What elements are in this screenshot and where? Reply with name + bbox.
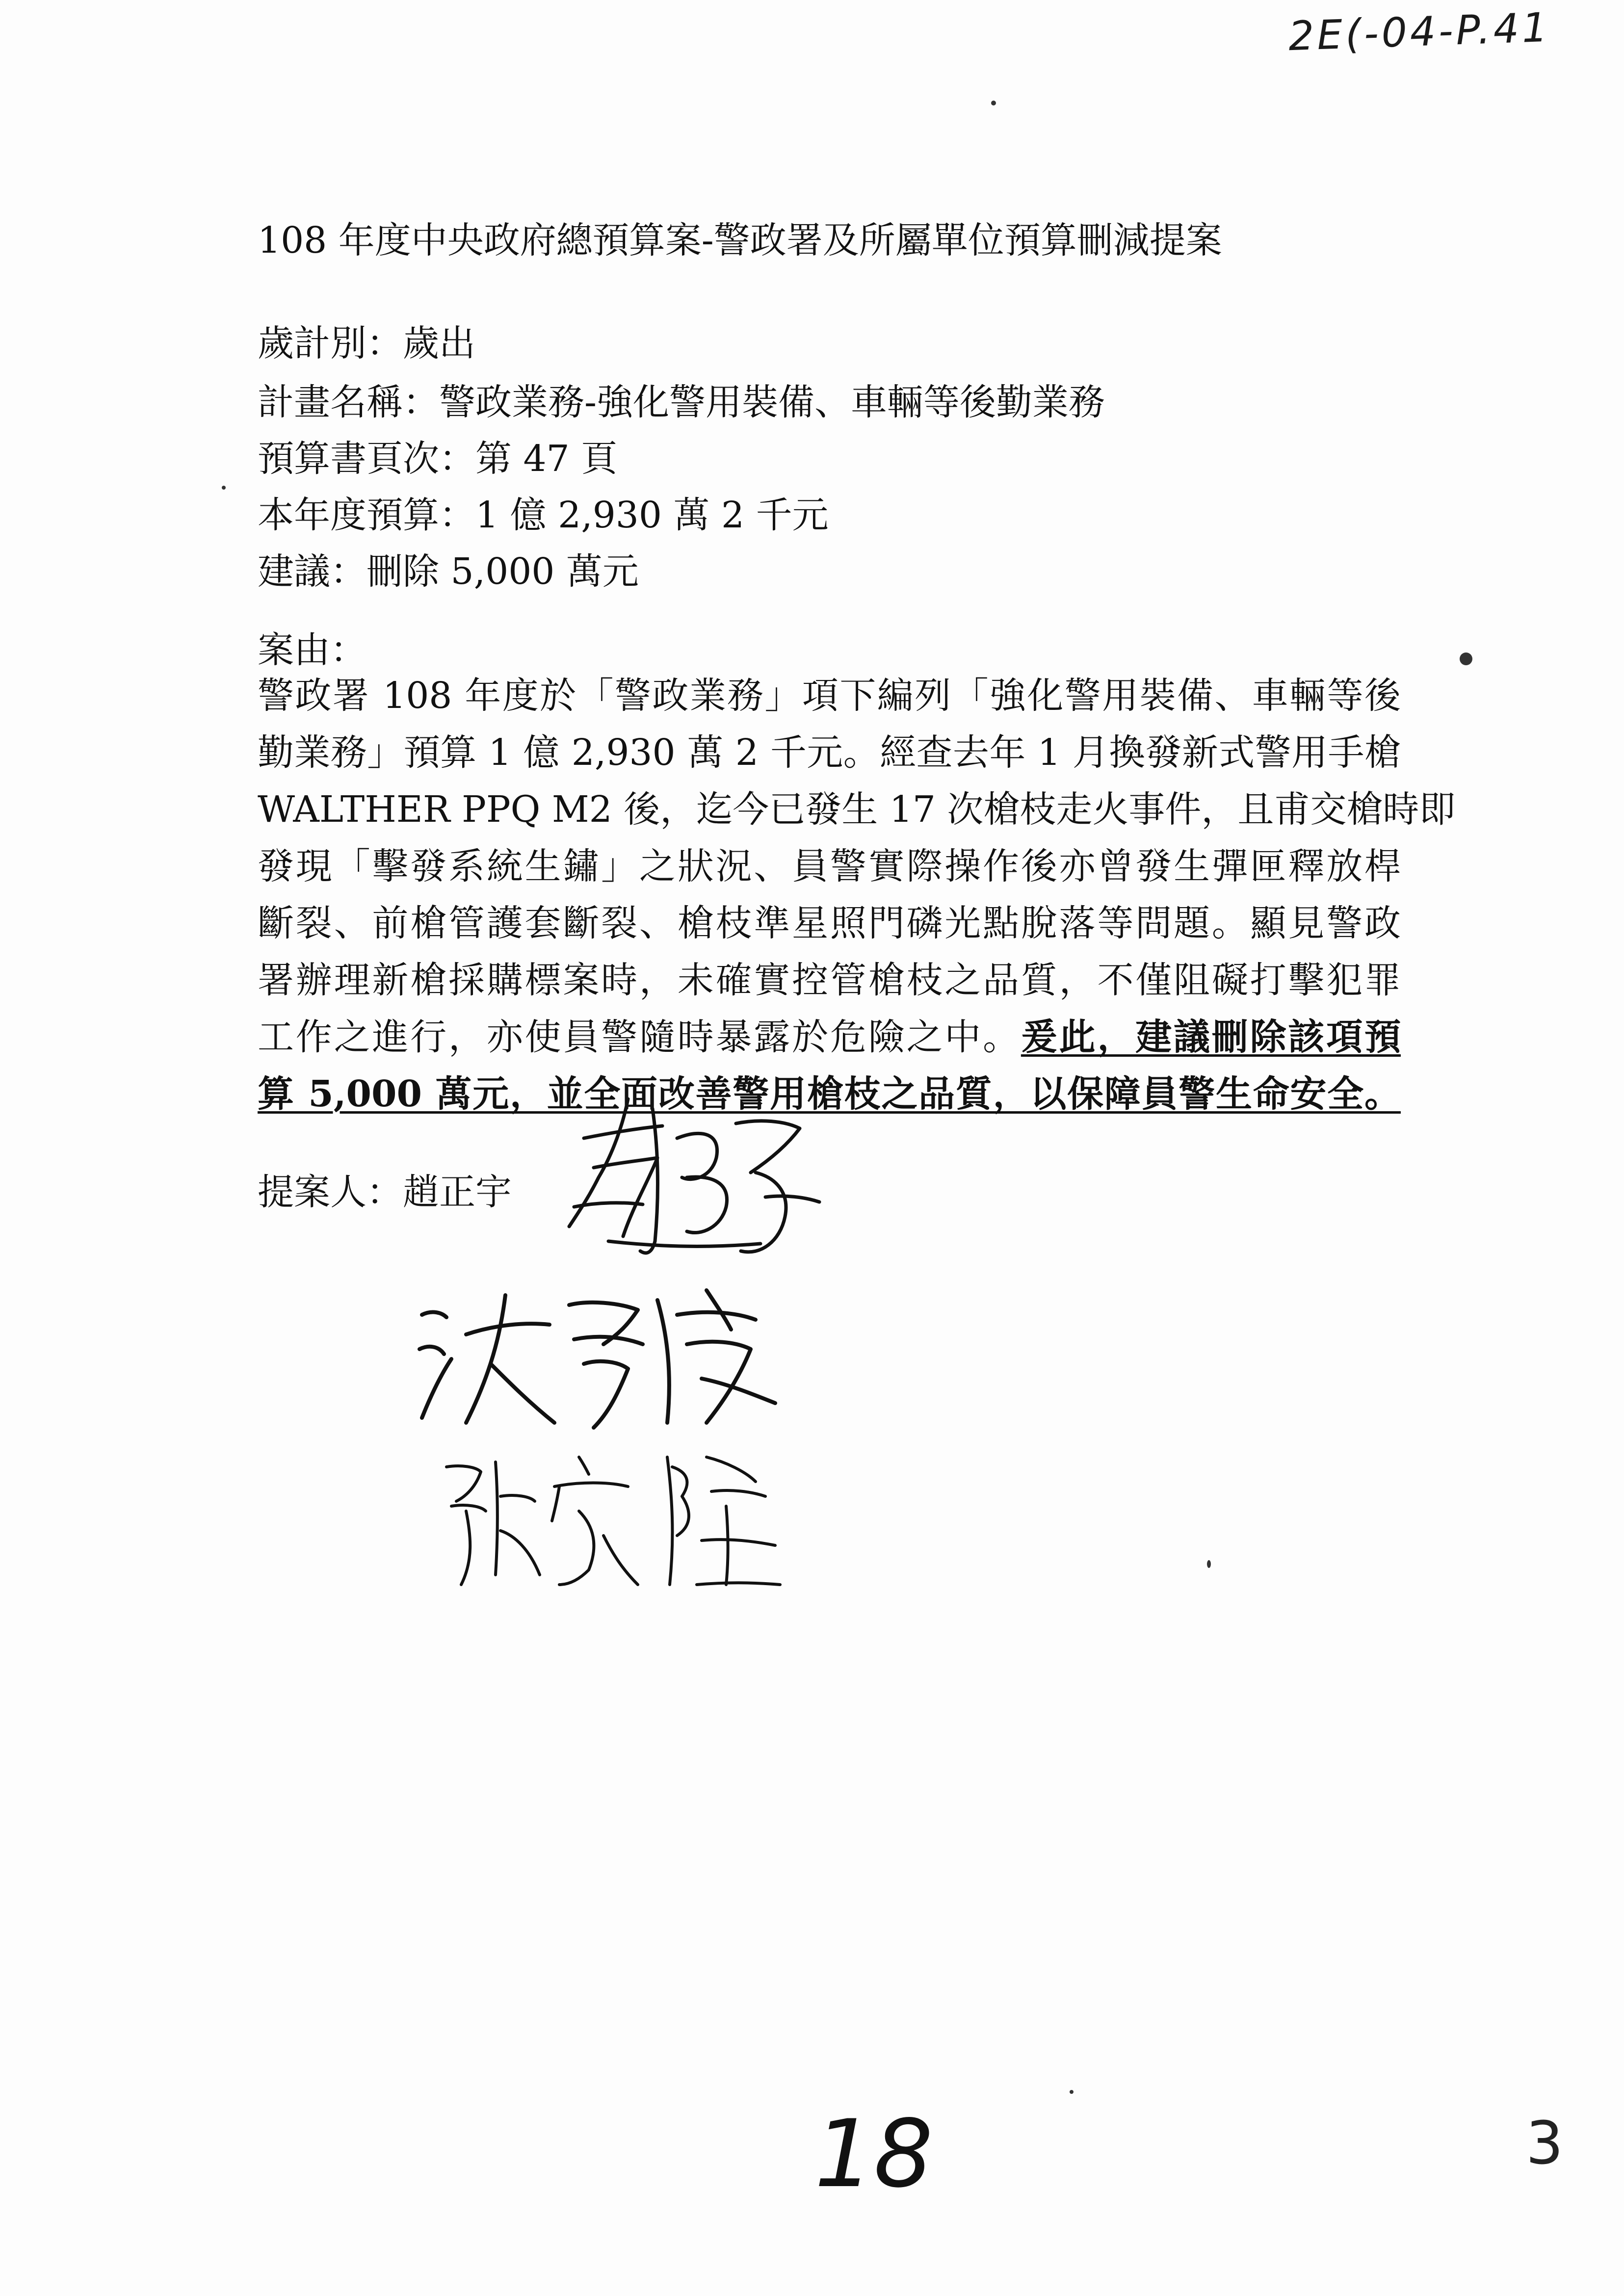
scan-speck bbox=[222, 486, 226, 490]
scan-speck bbox=[991, 101, 996, 105]
signature-hong bbox=[412, 1276, 785, 1437]
scan-speck bbox=[1070, 2090, 1074, 2094]
reason-conclusion-part2: 算 5,000 萬元，並全面改善警用槍枝之品質，以保障員警生命安全。 bbox=[258, 1073, 1401, 1115]
corner-mark: 3 bbox=[1526, 2110, 1564, 2178]
reason-line: WALTHER PPQ M2 後，迄今已發生 17 次槍枝走火事件，且甫交槍時即 bbox=[258, 788, 1456, 831]
reason-label: 案由： bbox=[258, 629, 367, 671]
document-title: 108 年度中央政府總預算案-警政署及所屬單位預算刪減提案 bbox=[258, 219, 1222, 261]
scan-speck bbox=[1460, 652, 1472, 665]
handwritten-reference-mark: 2E(-04-P.41 bbox=[1287, 4, 1551, 60]
reason-body bbox=[258, 667, 1456, 1122]
reason-line: 發現「擊發系統生鏽」之狀況、員警實際操作後亦曾發生彈匣釋放桿 bbox=[258, 845, 1401, 887]
signature-zhao bbox=[554, 1079, 829, 1266]
field-plan-name: 計畫名稱：警政業務-強化警用裝備、車輛等後勤業務 bbox=[258, 381, 1105, 423]
reason-line-7 bbox=[258, 1009, 1401, 1066]
field-page-ref: 預算書頁次：第 47 頁 bbox=[258, 438, 618, 480]
reason-conclusion-part1: 爰此，建議刪除該項預 bbox=[1021, 1016, 1401, 1058]
reason-line: 警政署 108 年度於「警政業務」項下編列「強化警用裝備、車輛等後 bbox=[258, 675, 1401, 717]
proposer-label: 提案人：趙正宇 bbox=[258, 1171, 512, 1213]
field-proposal: 建議：刪除 5,000 萬元 bbox=[258, 550, 639, 593]
signature-zhang bbox=[432, 1437, 785, 1594]
page-number: 18 bbox=[814, 2100, 933, 2208]
reason-line: 斷裂、前槍管護套斷裂、槍枝準星照門磷光點脫落等問題。顯見警政 bbox=[258, 902, 1401, 944]
reason-line: 勤業務」預算 1 億 2,930 萬 2 千元。經查去年 1 月換發新式警用手槍 bbox=[258, 731, 1401, 774]
scan-speck bbox=[1207, 1560, 1211, 1568]
reason-line-7-plain: 工作之進行，亦使員警隨時暴露於危險之中。 bbox=[258, 1016, 1021, 1058]
field-category: 歲計別：歲出 bbox=[258, 322, 475, 365]
reason-line: 署辦理新槍採購標案時，未確實控管槍枝之品質，不僅阻礙打擊犯罪 bbox=[258, 959, 1401, 1001]
field-annual-budget: 本年度預算：1 億 2,930 萬 2 千元 bbox=[258, 494, 829, 536]
